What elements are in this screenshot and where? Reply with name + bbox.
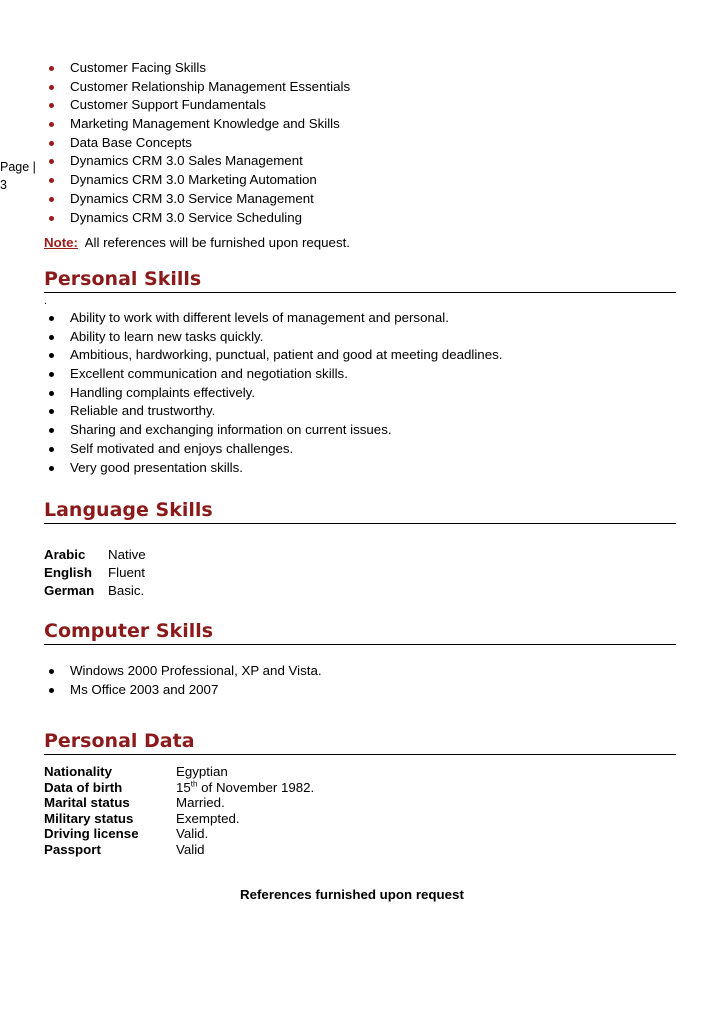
references-footer: References furnished upon request <box>240 887 464 902</box>
personal-skills-heading: Personal Skills <box>44 268 676 293</box>
list-item: Dynamics CRM 3.0 Service Scheduling <box>44 209 350 228</box>
list-item: Sharing and exchanging information on current issues. <box>44 421 502 440</box>
table-row: Passport Valid <box>44 841 205 857</box>
table-row: Arabic Native <box>44 547 146 562</box>
list-item: Marketing Management Knowledge and Skills <box>44 115 350 134</box>
note-text: All references will be furnished upon request. <box>84 235 350 250</box>
table-row: Marital status Married. <box>44 795 225 811</box>
bullet-icon <box>49 428 54 433</box>
bullet-icon <box>49 85 54 90</box>
list-item: Data Base Concepts <box>44 134 350 153</box>
note-label: Note: <box>44 235 78 250</box>
bullet-icon <box>49 669 54 674</box>
bullet-icon <box>49 66 54 71</box>
computer-skills-list <box>44 662 322 699</box>
bullet-icon <box>49 335 54 340</box>
references-note <box>44 235 350 250</box>
page-number-marker <box>0 158 40 194</box>
bullet-icon <box>49 122 54 127</box>
personal-data-heading: Personal Data <box>44 730 676 755</box>
bullet-icon <box>49 316 54 321</box>
list-item: Customer Support Fundamentals <box>44 96 350 115</box>
bullet-icon <box>49 466 54 471</box>
list-item: Self motivated and enjoys challenges. <box>44 440 502 459</box>
table-row: Nationality Egyptian <box>44 764 228 779</box>
bullet-icon <box>49 447 54 452</box>
language-skills-heading: Language Skills <box>44 499 676 524</box>
stray-dot: . <box>44 295 48 307</box>
list-item: Reliable and trustworthy. <box>44 402 502 421</box>
table-row: English Fluent <box>44 565 145 580</box>
bullet-icon <box>49 141 54 146</box>
table-row: Data of birth 15th of November 1982. <box>44 779 315 795</box>
list-item: Dynamics CRM 3.0 Sales Management <box>44 152 350 171</box>
bullet-icon <box>49 409 54 414</box>
list-item: Customer Relationship Management Essentials <box>44 78 350 97</box>
list-item: Ability to work with different levels of management and personal. <box>44 309 502 328</box>
top-skills-list <box>44 59 350 227</box>
list-item: Windows 2000 Professional, XP and Vista. <box>44 662 322 681</box>
list-item: Handling complaints effectively. <box>44 384 502 403</box>
bullet-icon <box>49 688 54 693</box>
list-item: Dynamics CRM 3.0 Marketing Automation <box>44 171 350 190</box>
list-item: Customer Facing Skills <box>44 59 350 78</box>
language-skills-table <box>44 546 146 600</box>
list-item: Ms Office 2003 and 2007 <box>44 681 322 700</box>
list-item: Dynamics CRM 3.0 Service Management <box>44 190 350 209</box>
computer-skills-heading: Computer Skills <box>44 620 676 645</box>
page-label: Page | <box>0 160 36 174</box>
list-item: Very good presentation skills. <box>44 459 502 478</box>
bullet-icon <box>49 353 54 358</box>
personal-data-table <box>44 764 314 858</box>
bullet-icon <box>49 372 54 377</box>
bullet-icon <box>49 391 54 396</box>
bullet-icon <box>49 216 54 221</box>
bullet-icon <box>49 197 54 202</box>
list-item: Excellent communication and negotiation skills. <box>44 365 502 384</box>
personal-skills-list <box>44 309 502 477</box>
list-item: Ability to learn new tasks quickly. <box>44 328 502 347</box>
bullet-icon <box>49 103 54 108</box>
table-row: German Basic. <box>44 583 145 598</box>
list-item: Ambitious, hardworking, punctual, patient and good at meeting deadlines. <box>44 346 502 365</box>
table-row: Driving license Valid. <box>44 826 209 842</box>
bullet-icon <box>49 178 54 183</box>
bullet-icon <box>49 159 54 164</box>
table-row: Military status Exempted. <box>44 810 240 826</box>
page-number: 3 <box>0 178 7 192</box>
